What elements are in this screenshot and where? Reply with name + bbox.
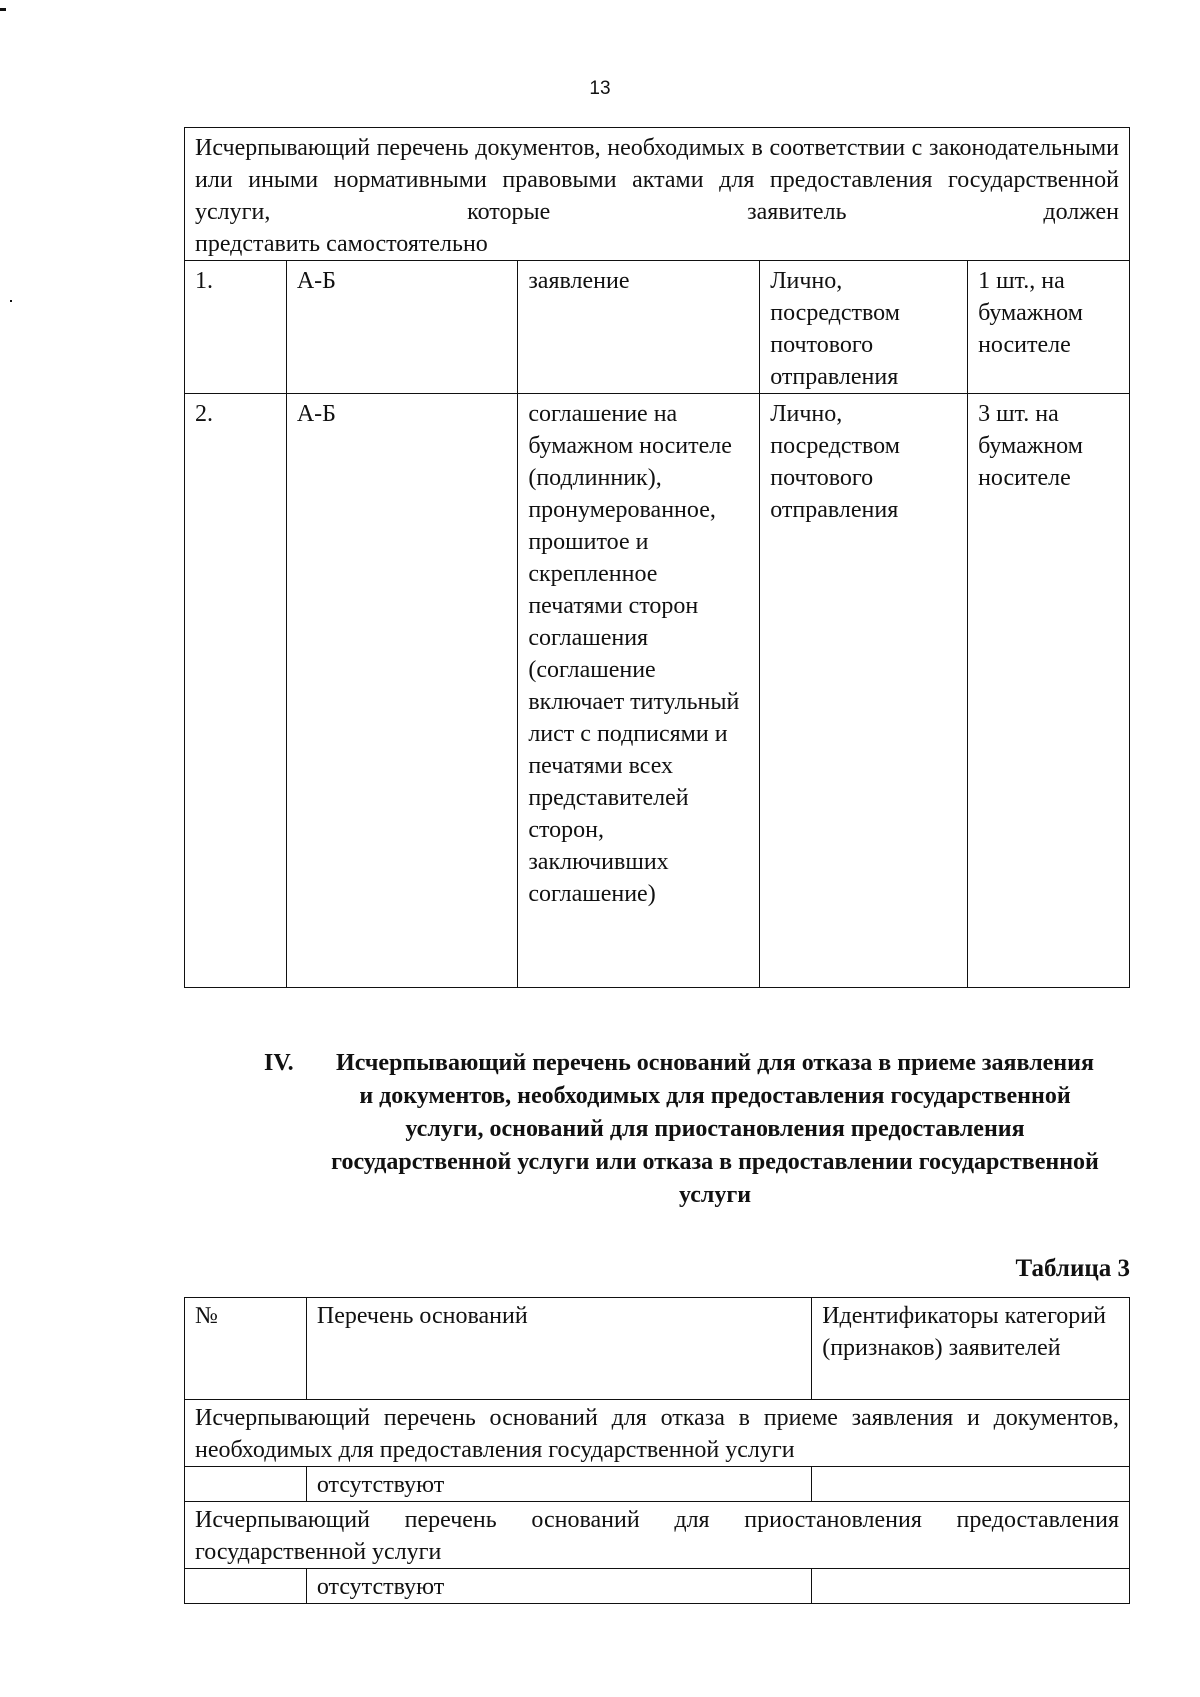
scan-mark	[0, 8, 6, 11]
page-number: 13	[589, 78, 611, 99]
row-number: 1.	[185, 261, 287, 394]
section-title: Исчерпывающий перечень оснований для отказа в приеме заявления и документов, необходимых для предоставления государственной услуги, оснований для приостановления предоставления государственной услуги или отказа в предоставлении государственной услуги	[331, 1050, 1099, 1208]
reason-value: отсутствуют	[306, 1467, 811, 1502]
table-header-row	[185, 1298, 1130, 1400]
table-label: Таблица 3	[1015, 1255, 1130, 1282]
row-number: 2.	[185, 394, 287, 988]
group-title-suspension: Исчерпывающий перечень оснований для приостановления предоставления государственной услуги	[185, 1502, 1130, 1569]
column-header-identifiers: Идентификаторы категорий (признаков) заявителей	[812, 1298, 1130, 1400]
submission-method: Лично, посредством почтового отправления	[760, 394, 968, 988]
applicant-category: А-Б	[286, 261, 518, 394]
row-number	[185, 1569, 307, 1604]
column-header-reasons: Перечень оснований	[306, 1298, 811, 1400]
table-group-row	[185, 1400, 1130, 1467]
documents-table	[184, 127, 1130, 988]
section-heading	[240, 1047, 1100, 1212]
group-title-refusal: Исчерпывающий перечень оснований для отказа в приеме заявления и документов, необходимых для предоставления государственной услуги	[185, 1400, 1130, 1467]
document-quantity: 1 шт., на бумажном носителе	[968, 261, 1130, 394]
identifier-value	[812, 1569, 1130, 1604]
table-row	[185, 1467, 1130, 1502]
table-row	[185, 1569, 1130, 1604]
submission-method: Лично, посредством почтового отправления	[760, 261, 968, 394]
table-row	[185, 394, 1130, 988]
row-number	[185, 1467, 307, 1502]
section-numeral: IV.	[264, 1050, 294, 1076]
documents-table-header: Исчерпывающий перечень документов, необходимых в соответствии с законодательными или иными нормативными правовыми актами для предоставления государственной услуги, которые заявитель должен представить самостоятельно	[185, 128, 1130, 261]
document-name: соглашение на бумажном носителе (подлинник), пронумерованное, прошитое и скрепленное печатями сторон соглашения (соглашение включает титульный лист с подписями и печатями всех представителей сторон, заключивших соглашение)	[518, 394, 760, 988]
document-quantity: 3 шт. на бумажном носителе	[968, 394, 1130, 988]
column-header-number: №	[185, 1298, 307, 1400]
table-row	[185, 261, 1130, 394]
reasons-table	[184, 1297, 1130, 1604]
document-name: заявление	[518, 261, 760, 394]
reason-value: отсутствуют	[306, 1569, 811, 1604]
identifier-value	[812, 1467, 1130, 1502]
applicant-category: А-Б	[286, 394, 518, 988]
scan-dot	[10, 300, 12, 302]
table-group-row	[185, 1502, 1130, 1569]
